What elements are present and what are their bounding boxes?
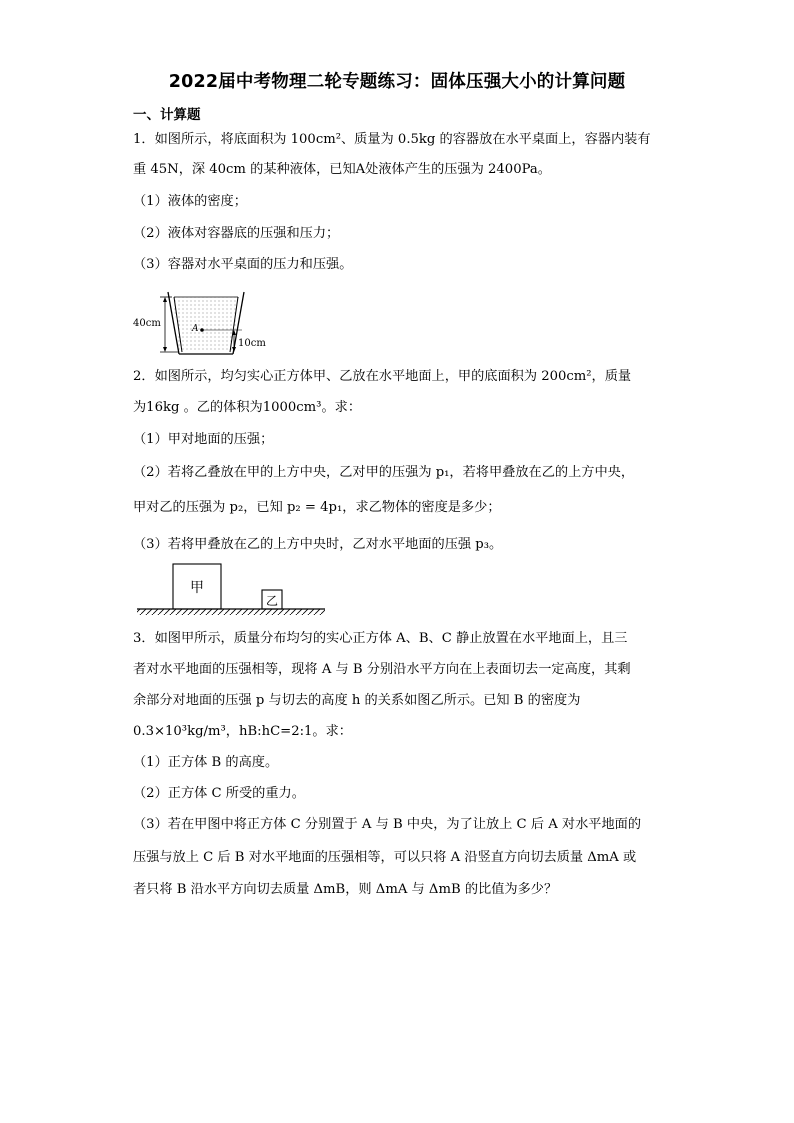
- liquid: [173, 297, 239, 352]
- section-heading: 一、计算题: [133, 107, 201, 123]
- depth-label: 40cm: [133, 318, 161, 329]
- ground-hatch: [137, 609, 325, 615]
- q3-line-2: 者对水平地面的压强相等，现将 A 与 B 分别沿水平方向在上表面切去一定高度，其剩: [133, 662, 631, 677]
- q2-sub-2a: （2）若将乙叠放在甲的上方中央，乙对甲的压强为 p₁，若将甲叠放在乙的上方中央，: [133, 465, 635, 480]
- q1-line-1: 1．如图所示，将底面积为 100cm²、质量为 0.5kg 的容器放在水平桌面上，容器内装有: [133, 132, 651, 147]
- q3-line-1: 3．如图甲所示，质量分布均匀的实心正方体 A、B、C 静止放置在水平地面上，且三: [133, 631, 628, 646]
- q1-line-2: 重 45N，深 40cm 的某种液体，已知A处液体产生的压强为 2400Pa。: [133, 162, 551, 177]
- q1-sub-3: （3）容器对水平桌面的压力和压强。: [133, 257, 353, 272]
- q3-line-3: 余部分对地面的压强 p 与切去的高度 h 的关系如图乙所示。已知 B 的密度为: [133, 693, 581, 708]
- q2-sub-2b: 甲对乙的压强为 p₂，已知 p₂ = 4p₁，求乙物体的密度是多少；: [133, 500, 501, 515]
- q1-sub-2: （2）液体对容器底的压强和压力；: [133, 226, 340, 241]
- point-a-label: A: [192, 324, 199, 334]
- q1-sub-1: （1）液体的密度；: [133, 194, 247, 209]
- q3-line-4: 0.3×10³kg/m³，hB:hC=2:1。求：: [133, 724, 352, 739]
- q2-sub-3: （3）若将甲叠放在乙的上方中央时，乙对水平地面的压强 p₃。: [133, 537, 503, 552]
- page-title: 2022届中考物理二轮专题练习：固体压强大小的计算问题: [168, 72, 626, 92]
- cube-yi-label: 乙: [265, 594, 279, 608]
- q3-sub-3a: （3）若在甲图中将正方体 C 分别置于 A 与 B 中央，为了让放上 C 后 A 对水平地面的: [133, 817, 642, 832]
- q3-sub-3c: 者只将 B 沿水平方向切去质量 ΔmB，则 ΔmA 与 ΔmB 的比值为多少？: [133, 882, 558, 897]
- q2-line-2: 为16kg 。乙的体积为1000cm³。求：: [133, 400, 362, 415]
- height-label: 10cm: [238, 338, 266, 349]
- q2-sub-1: （1）甲对地面的压强；: [133, 432, 274, 447]
- q3-sub-3b: 压强与放上 C 后 B 对水平地面的压强相等，可以只将 A 沿竖直方向切去质量 ΔmA 或: [133, 850, 637, 865]
- q3-sub-2: （2）正方体 C 所受的重力。: [133, 786, 305, 801]
- cubes-figure: [135, 560, 330, 618]
- container-figure: [130, 288, 280, 360]
- q2-line-1: 2．如图所示，均匀实心正方体甲、乙放在水平地面上，甲的底面积为 200cm²，质量: [133, 369, 632, 384]
- cube-jia-label: 甲: [190, 580, 204, 596]
- q3-sub-1: （1）正方体 B 的高度。: [133, 755, 279, 770]
